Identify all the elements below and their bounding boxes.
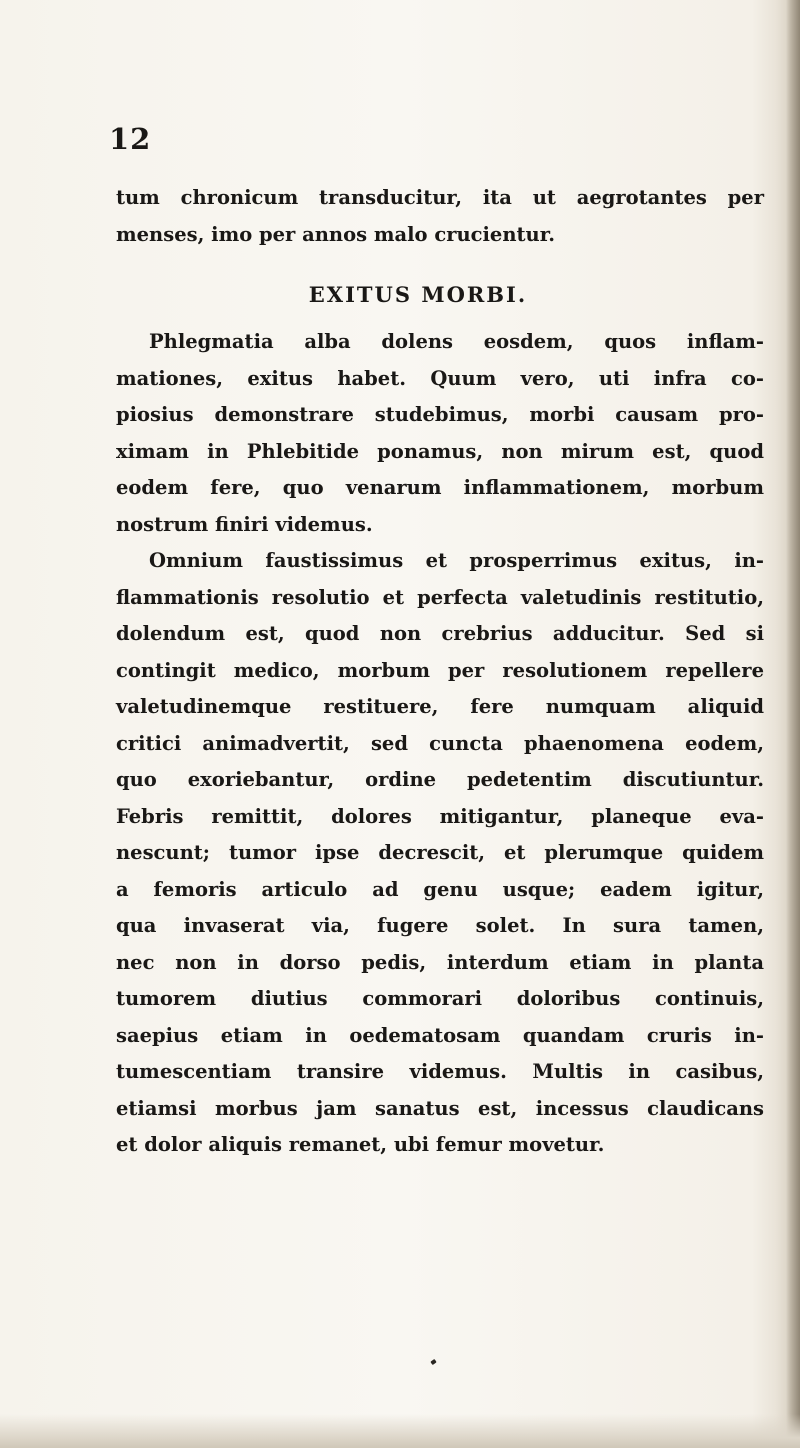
text-line: piosius demonstrare studebimus, morbi causam pro- — [116, 403, 764, 426]
text-line: etiamsi morbus jam sanatus est, incessus claudicans — [116, 1096, 764, 1120]
text-line: nec non in dorso pedis, interdum etiam in planta — [116, 950, 764, 974]
text-line: Febris remittit, dolores mitigantur, planeque eva- — [116, 804, 764, 828]
text-line: ximam in Phlebitide ponamus, non mirum est, quod — [116, 439, 764, 463]
text-line: tum chronicum transducitur, ita ut aegrotantes per — [116, 186, 764, 209]
text-line: dolendum est, quod non crebrius adducitur. Sed si — [116, 622, 764, 645]
paragraph-2 — [116, 543, 764, 1164]
text-line: nescunt; tumor ipse decrescit, et plerumque quidem — [116, 841, 764, 864]
text-line: critici animadvertit, sed cuncta phaenomena eodem, — [116, 731, 764, 755]
text-line: a femoris articulo ad genu usque; eadem igitur, — [116, 877, 764, 901]
text-line: eodem fere, quo venarum inflammationem, morbum — [116, 476, 764, 499]
section-heading: EXITUS MORBI. — [308, 282, 528, 307]
paragraph-1 — [116, 324, 764, 543]
text-line: flammationis resolutio et perfecta valetudinis restitutio, — [116, 585, 764, 609]
text-line: Omnium faustissimus et prosperrimus exitus, in- — [149, 549, 764, 572]
text-line: valetudinemque restituere, fere numquam aliquid — [116, 695, 764, 718]
page-number: 12 — [109, 122, 152, 156]
text-line: Phlegmatia alba dolens eosdem, quos inflam- — [149, 330, 764, 353]
ink-speck — [430, 1359, 436, 1365]
top-paragraph — [116, 180, 764, 253]
text-line: quo exoriebantur, ordine pedetentim discutiuntur. — [116, 768, 764, 791]
text-line: saepius etiam in oedematosam quandam cruris in- — [116, 1023, 764, 1047]
text-line: mationes, exitus habet. Quum vero, uti infra co- — [116, 366, 764, 390]
text-line: tumescentiam transire videmus. Multis in casibus, — [116, 1060, 764, 1083]
page-bottom-shadow — [0, 1414, 800, 1448]
text-line: contingit medico, morbum per resolutionem repellere — [116, 658, 764, 682]
text-line: nostrum finiri videmus. — [116, 512, 373, 536]
text-line: qua invaserat via, fugere solet. In sura tamen, — [116, 914, 764, 937]
text-line: menses, imo per annos malo crucientur. — [116, 222, 555, 246]
page-edge-shadow — [786, 0, 800, 1448]
text-line: et dolor aliquis remanet, ubi femur movetur. — [116, 1133, 605, 1156]
text-line: tumorem diutius commorari doloribus continuis, — [116, 987, 764, 1010]
